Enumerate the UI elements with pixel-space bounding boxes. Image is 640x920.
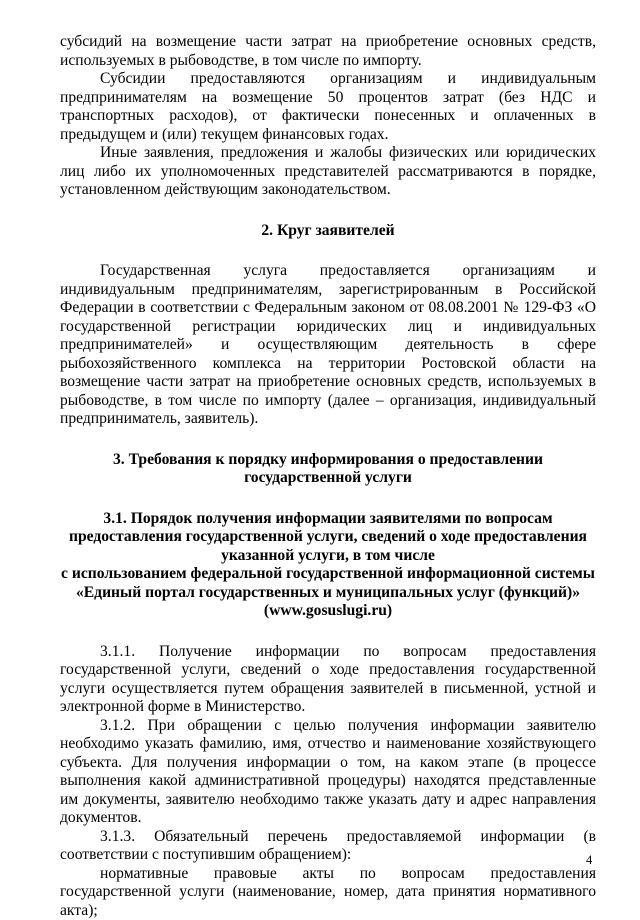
paragraph-applicants: Государственная услуга предоставляется организациям и индивидуальным предпринимателям, зарегистрированным в Российской Федерации в соответствии с Федеральным законом от 08.08.2001 № 129-ФЗ «О государственной регистрации юридических лиц и индивидуальных предпринимателей» и осуществляющим деятельность в сфере рыбохозяйственного комплекса на территории Ростовской области на возмещение части затрат на приобретение основных средств, используемых в рыбоводстве, в том числе по импорту (далее – организация, индивидуальный предприниматель, заявитель). bbox=[60, 262, 596, 429]
section-3-1-heading-line-3: указанной услуги, в том числе bbox=[60, 547, 596, 566]
paragraph-subsidies-continuation: субсидий на возмещение части затрат на приобретение основных средств, используемых в рыбоводстве, в том числе по импорту. bbox=[60, 33, 596, 70]
section-3-heading-line-2: государственной услуги bbox=[60, 469, 596, 488]
section-3-1-heading-line-4: с использованием федеральной государственной информационной системы bbox=[60, 565, 596, 584]
spacer bbox=[60, 200, 596, 222]
spacer bbox=[60, 240, 596, 262]
section-2-heading: 2. Круг заявителей bbox=[60, 222, 596, 241]
section-3-heading-line-1: 3. Требования к порядку информирования о предоставлении bbox=[60, 451, 596, 470]
spacer bbox=[60, 488, 596, 510]
paragraph-other-applications: Иные заявления, предложения и жалобы физических или юридических лиц либо их уполномоченных представителей рассматриваются в порядке, установленном действующим законодательством. bbox=[60, 144, 596, 200]
paragraph-3-1-1: 3.1.1. Получение информации по вопросам предоставления государственной услуги, сведений о ходе предоставления государственной услуги осуществляется путем обращения заявителей в письменной, устной и электронной форме в Министерство. bbox=[60, 643, 596, 717]
section-3-1-heading-line-6: (www.gosuslugi.ru) bbox=[60, 602, 596, 621]
paragraph-3-1-3: 3.1.3. Обязательный перечень предоставляемой информации (в соответствии с поступившим обращением): bbox=[60, 828, 596, 865]
paragraph-3-1-3-item-legal-acts: нормативные правовые акты по вопросам предоставления государственной услуги (наименование, номер, дата принятия нормативного акта); bbox=[60, 865, 596, 920]
section-3-1-heading-line-5: «Единый портал государственных и муниципальных услуг (функций)» bbox=[60, 584, 596, 603]
section-3-1-heading-line-1: 3.1. Порядок получения информации заявителями по вопросам bbox=[60, 510, 596, 529]
spacer bbox=[60, 621, 596, 643]
paragraph-3-1-2: 3.1.2. При обращении с целью получения информации заявителю необходимо указать фамилию, имя, отчество и наименование хозяйствующего субъекта. Для получения информации о том, на каком этапе (в процессе выполнения какой административной процедуры) находятся представленные им документы, заявителю необходимо также указать дату и адрес направления документов. bbox=[60, 717, 596, 828]
paragraph-subsidies-recipients: Субсидии предоставляются организациям и индивидуальным предпринимателям на возмещение 50 процентов затрат (без НДС и транспортных расходов), от фактически понесенных и оплаченных в предыдущем и (или) текущем финансовых годах. bbox=[60, 70, 596, 144]
page-content bbox=[60, 33, 596, 920]
page-number: 4 bbox=[586, 853, 592, 867]
section-3-1-heading-line-2: предоставления государственной услуги, сведений о ходе предоставления bbox=[60, 528, 596, 547]
spacer bbox=[60, 429, 596, 451]
